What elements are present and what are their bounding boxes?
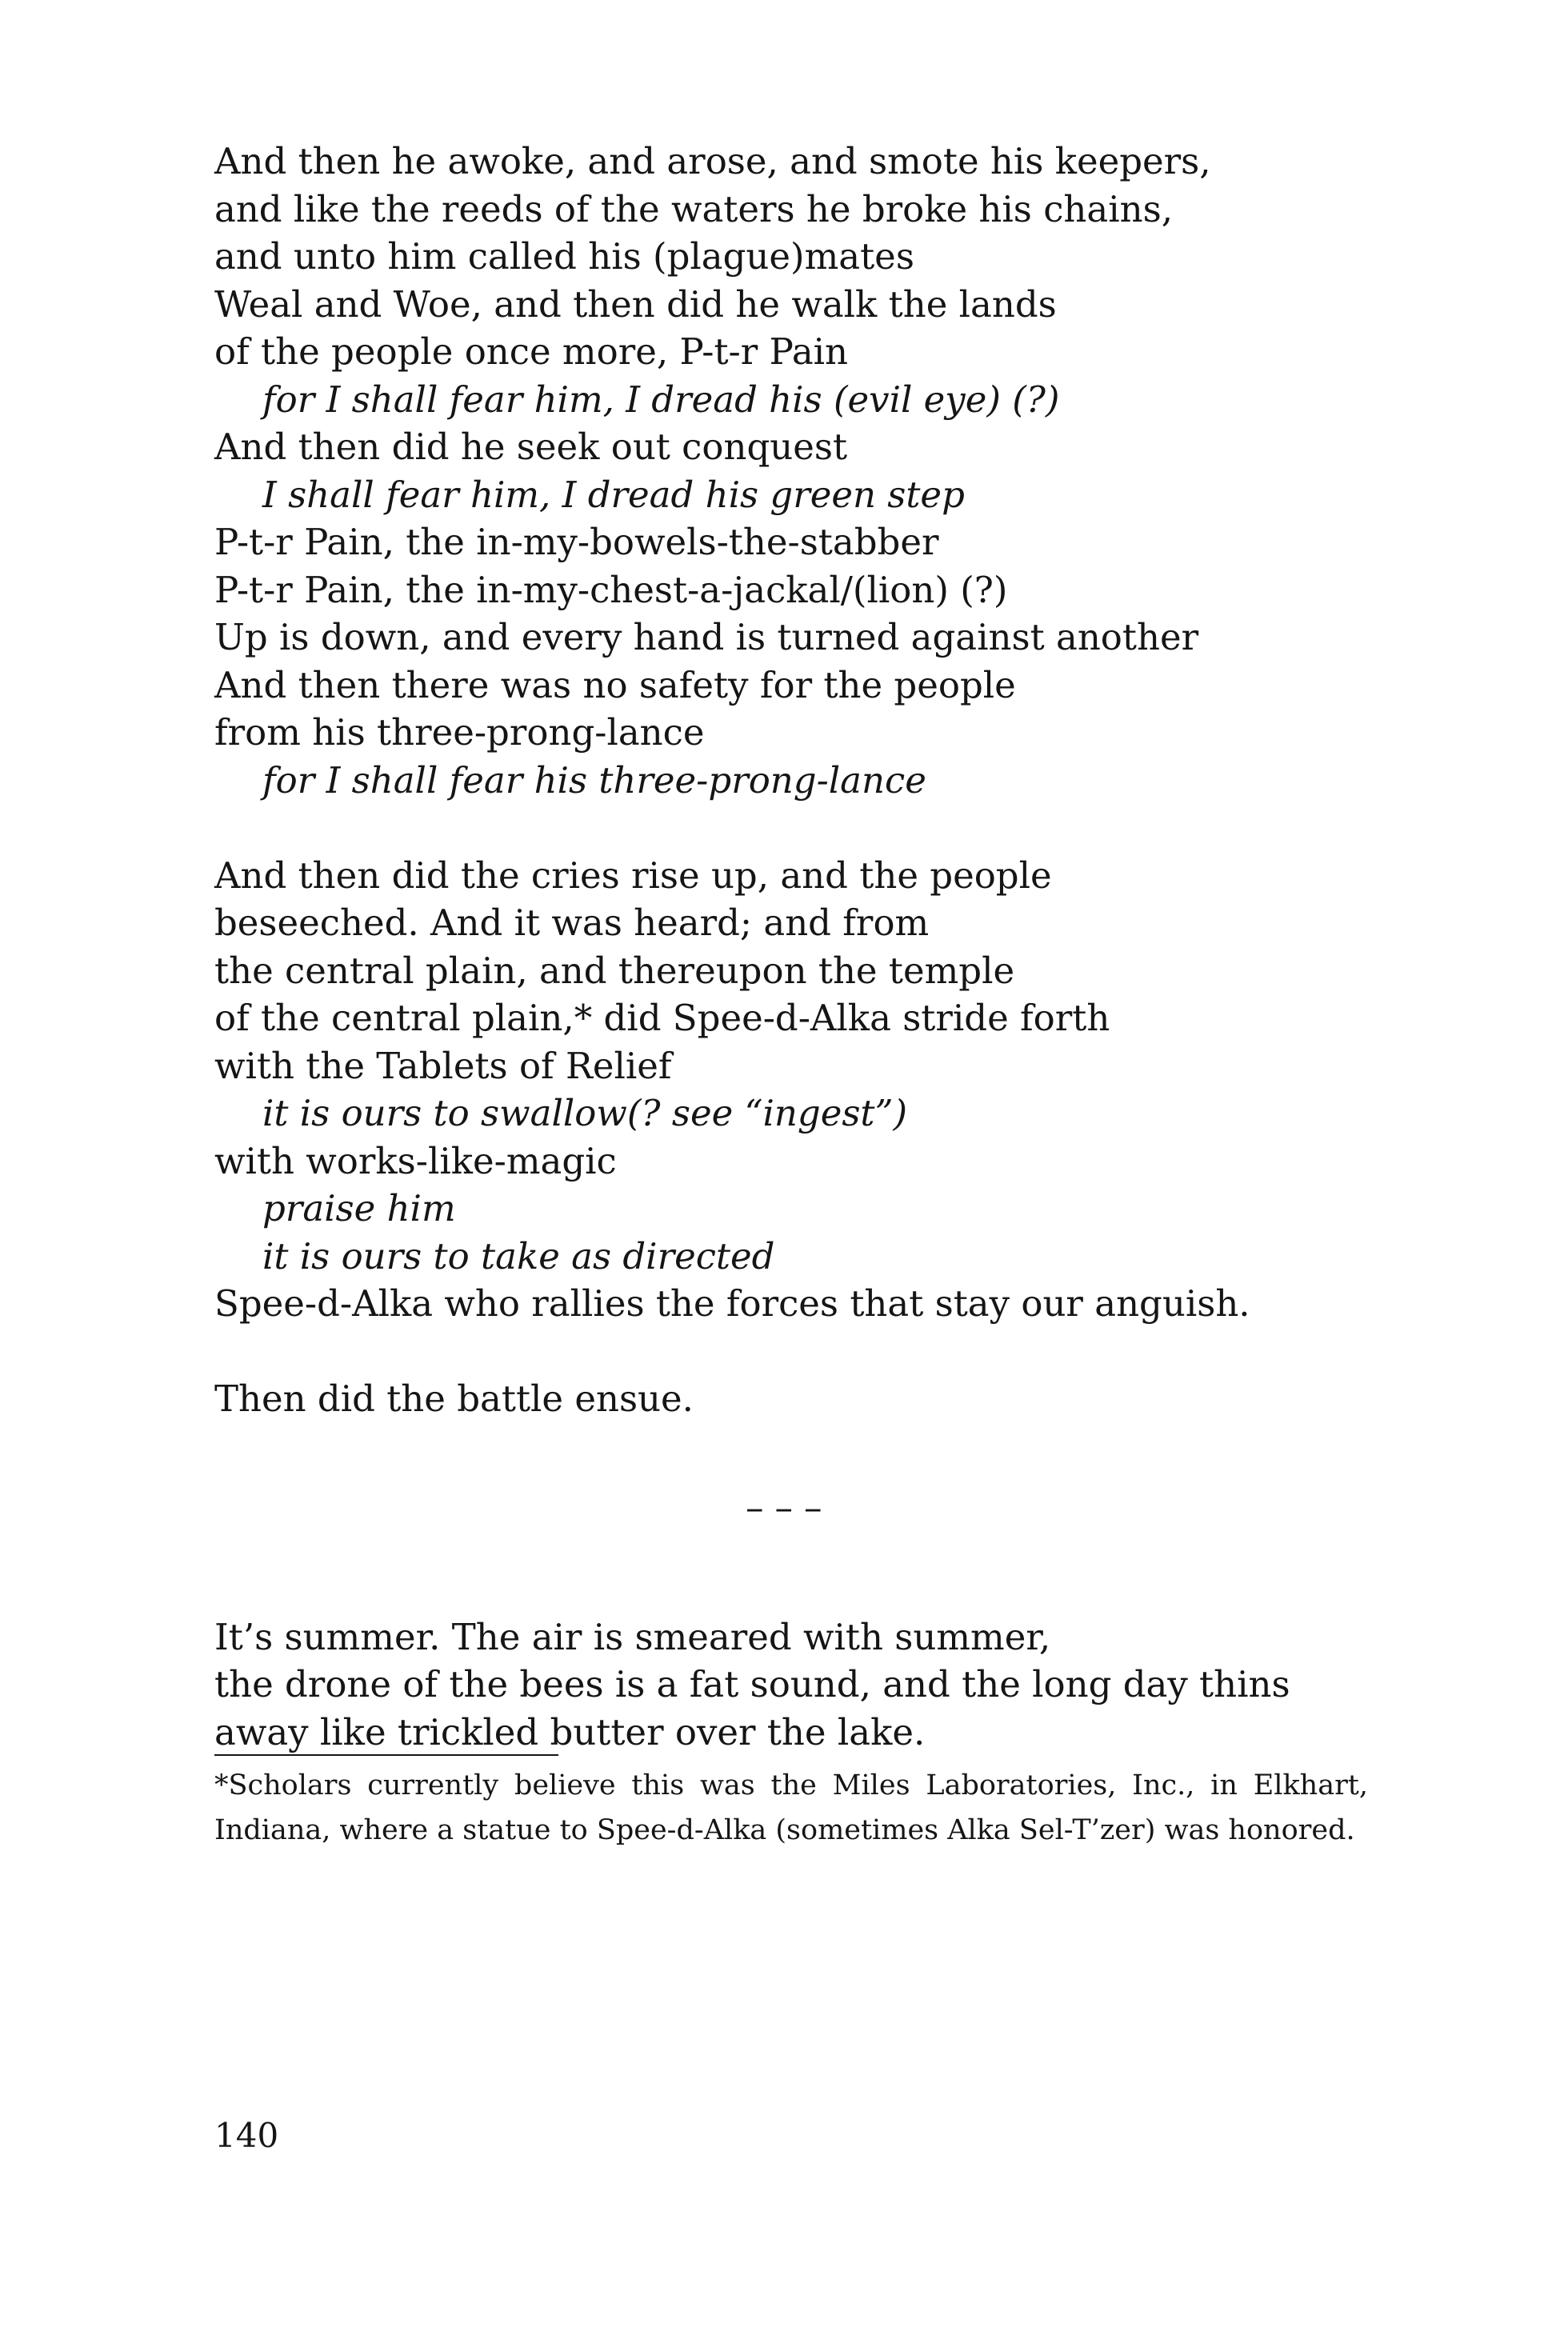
poem-line: the drone of the bees is a fat sound, and the long day thins xyxy=(214,1663,1290,1705)
poem-line: Weal and Woe, and then did he walk the lands xyxy=(214,282,1057,326)
poem-line-italic: for I shall fear his three-prong-lance xyxy=(262,758,926,802)
poem-line-italic: praise him xyxy=(262,1187,456,1229)
footnote: *Scholars currently believe this was the Miles Laboratories, Inc., in Elkhart, Indiana, where a statue to Spee-d-Alka (sometimes Alka Sel-T’zer) was honored. xyxy=(214,1769,1368,1846)
poem-line-italic: for I shall fear him, I dread his (evil eye) (?) xyxy=(262,378,1060,421)
footnote-divider xyxy=(214,1754,558,1756)
poem-line: away like trickled butter over the lake. xyxy=(214,1710,926,1753)
poem-line: P-t-r Pain, the in-my-chest-a-jackal/(lion) (?) xyxy=(214,568,1008,611)
poem-line: the central plain, and thereupon the temple xyxy=(214,949,1015,992)
poem-line: and like the reeds of the waters he broke his chains, xyxy=(214,187,1173,230)
poem-line-italic: it is ours to take as directed xyxy=(262,1234,775,1277)
poem-line: of the central plain,* did Spee-d-Alka stride forth xyxy=(214,997,1110,1039)
poem-line: It’s summer. The air is smeared with summer, xyxy=(214,1615,1051,1658)
section-break xyxy=(214,1423,1462,1613)
page-number: 140 xyxy=(214,2116,279,2155)
poem-line: with the Tablets of Relief xyxy=(214,1044,672,1087)
poem-line: of the people once more, P-t-r Pain xyxy=(214,330,849,373)
poem-line-italic: it is ours to swallow(? see “ingest”) xyxy=(262,1092,908,1134)
poem-line: and unto him called his (plague)mates xyxy=(214,235,914,278)
stanza-gap xyxy=(214,804,1462,852)
stanza-gap xyxy=(214,1328,1462,1376)
section-break-dashes: ––– xyxy=(746,1485,834,1529)
poem-line: Spee-d-Alka who rallies the forces that stay our anguish. xyxy=(214,1282,1250,1325)
poem-line: beseeched. And it was heard; and from xyxy=(214,902,930,944)
poem-line: from his three-prong-lance xyxy=(214,711,705,754)
poem-line-italic: I shall fear him, I dread his green step xyxy=(262,473,965,516)
poem-line: And then did the cries rise up, and the people xyxy=(214,854,1052,897)
poem-line: with works-like-magic xyxy=(214,1139,617,1182)
poem-line: Up is down, and every hand is turned against another xyxy=(214,616,1199,658)
poem-text xyxy=(214,138,1462,1756)
poem-line: And then he awoke, and arose, and smote his keepers, xyxy=(214,140,1211,182)
poem-line: P-t-r Pain, the in-my-bowels-the-stabber xyxy=(214,521,939,563)
poem-line: And then there was no safety for the people xyxy=(214,663,1016,706)
poem-line: And then did he seek out conquest xyxy=(214,426,848,468)
poem-line: Then did the battle ensue. xyxy=(214,1377,694,1420)
